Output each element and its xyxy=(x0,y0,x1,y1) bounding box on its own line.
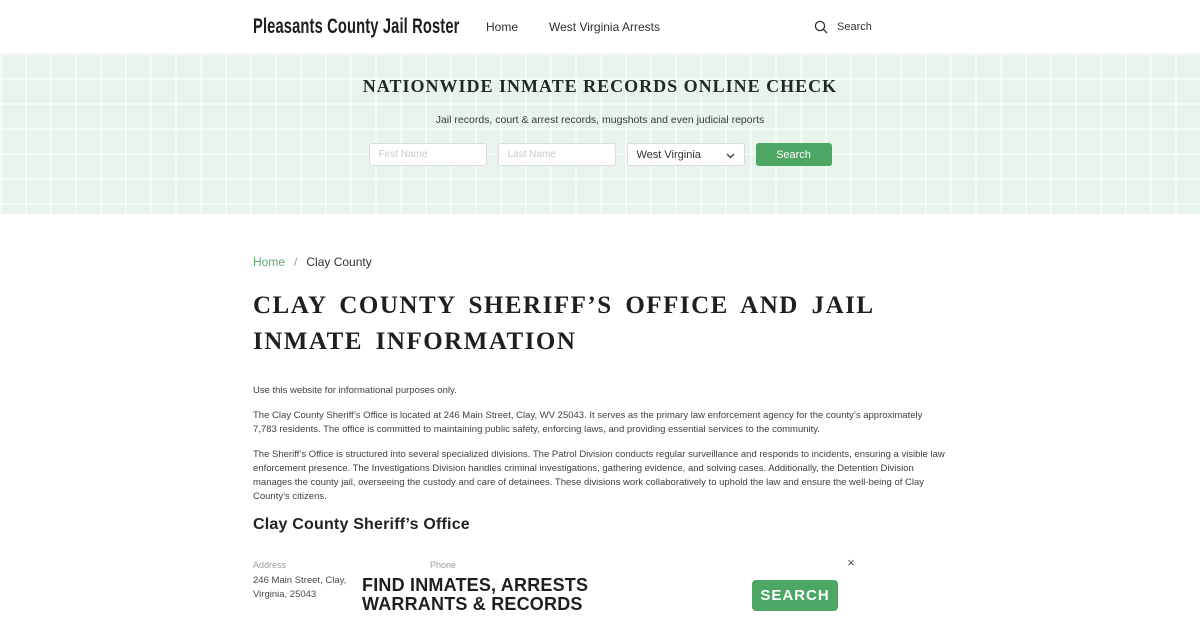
hero-title: NATIONWIDE INMATE RECORDS ONLINE CHECK xyxy=(362,76,838,96)
chevron-down-icon xyxy=(726,146,735,164)
page-title: CLAY COUNTY SHERIFF’S OFFICE AND JAIL INMATE INFORMATION xyxy=(253,292,874,355)
nav-link-home[interactable]: Home xyxy=(486,19,519,34)
header-search-button[interactable] xyxy=(814,0,872,53)
ad-banner[interactable] xyxy=(362,572,862,620)
breadcrumb-home-link[interactable]: Home xyxy=(253,255,286,269)
breadcrumb-current-page: Clay County xyxy=(306,255,372,269)
site-title-text: Pleasants County Jail Roster xyxy=(253,14,460,38)
address-value: 246 Main Street, Clay, Virginia, 25043 xyxy=(253,575,347,600)
site-header xyxy=(0,0,1200,53)
main-nav xyxy=(486,20,660,34)
main-content xyxy=(253,255,947,602)
ad-headline-line-1: FIND INMATES, ARRESTS xyxy=(362,575,589,595)
search-icon xyxy=(814,20,828,34)
first-name-input[interactable] xyxy=(369,143,487,166)
disclaimer-text: Use this website for informational purposes only. xyxy=(253,385,457,396)
address-block xyxy=(253,560,353,602)
ad-search-button[interactable]: SEARCH xyxy=(752,580,838,611)
phone-label: Phone xyxy=(430,560,457,570)
last-name-input[interactable] xyxy=(498,143,616,166)
hero-banner xyxy=(0,53,1200,214)
article-paragraph-1: The Clay County Sheriff’s Office is located at 246 Main Street, Clay, WV 25043. It serves as the primary law enforcement agency for the county’s approximately 7,783 residents. The office is committed to maintaining public safety, enforcing laws, and providing essential services to the community. xyxy=(253,410,923,435)
breadcrumb xyxy=(253,255,947,269)
breadcrumb-separator: / xyxy=(294,255,298,269)
state-select[interactable] xyxy=(627,143,745,166)
inmate-search-form xyxy=(0,143,1200,166)
site-title-link[interactable] xyxy=(253,15,461,39)
address-label: Address xyxy=(253,560,287,570)
nav-link-west-virginia-arrests[interactable]: West Virginia Arrests xyxy=(549,19,660,34)
article-paragraph-2: The Sheriff’s Office is structured into several specialized divisions. The Patrol Division conducts regular surveillance and responds to incidents, ensuring a visible law enforcement presence. The Investigations Division handles criminal investigations, gathering evidence, and solving cases. Additionally, the Detention Division manages the county jail, overseeing the custody and care of detainees. These divisions work collaboratively to uphold the law and ensure the well-being of Clay County’s citizens. xyxy=(253,449,945,502)
header-search-label: Search xyxy=(837,20,872,33)
hero-subtitle: Jail records, court & arrest records, mugshots and even judicial reports xyxy=(435,114,765,126)
hero-search-button[interactable]: Search xyxy=(756,143,832,166)
state-select-value: West Virginia xyxy=(636,148,701,161)
office-heading: Clay County Sheriff’s Office xyxy=(253,516,470,533)
ad-close-icon[interactable]: × xyxy=(847,555,855,570)
ad-headline-line-2: WARRANTS & RECORDS xyxy=(362,594,583,614)
